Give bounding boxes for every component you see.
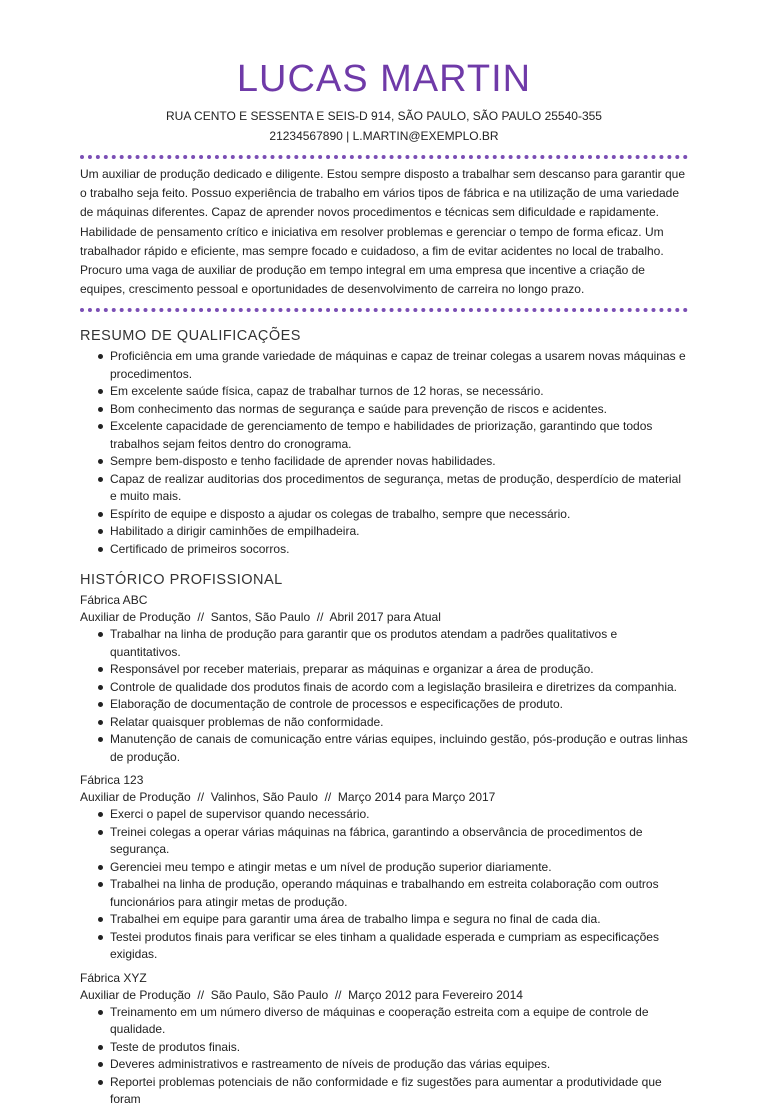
- bullet-icon: [98, 512, 103, 517]
- job-duty-text: Elaboração de documentação de controle de processos e especificações de produto.: [110, 697, 563, 712]
- job-entry: [80, 772, 688, 964]
- job-duty-text: Controle de qualidade dos produtos finais de acordo com a legislação brasileira e diretrizes da companhia.: [110, 679, 677, 694]
- job-duties-list: [80, 1004, 688, 1109]
- qualification-item: [98, 348, 688, 383]
- bottom-divider: [80, 308, 688, 312]
- job-duty-text: Testei produtos finais para verificar se eles tinham a qualidade esperada e cumpriam as especificações exigidas.: [110, 929, 659, 962]
- qualification-item: [98, 506, 688, 524]
- bullet-icon: [98, 865, 103, 870]
- job-company: Fábrica ABC: [80, 593, 148, 608]
- job-company: Fábrica 123: [80, 773, 144, 788]
- qualification-item: [98, 401, 688, 419]
- job-duty-text: Treinamento em um número diverso de máquinas e cooperação estreita com a equipe de controle de qualidade.: [110, 1004, 649, 1037]
- qualification-text: Habilitado a dirigir caminhões de empilhadeira.: [110, 524, 360, 539]
- job-duties-list: [80, 806, 688, 964]
- job-meta: Auxiliar de Produção // Valinhos, São Paulo // Março 2014 para Março 2017: [80, 790, 496, 805]
- qualification-text: Excelente capacidade de gerenciamento de tempo e habilidades de priorização, garantindo que todos trabalhos sejam feitos dentro do cronograma.: [110, 419, 653, 451]
- qualification-item: [98, 541, 688, 559]
- job-entry: [80, 970, 688, 1109]
- qualifications-list: [80, 348, 688, 558]
- qualification-item: [98, 383, 688, 401]
- bullet-icon: [98, 737, 103, 742]
- qualification-text: Certificado de primeiros socorros.: [110, 541, 290, 556]
- bullet-icon: [98, 830, 103, 835]
- qualification-item: [98, 418, 688, 453]
- history-title: HISTÓRICO PROFISSIONAL: [80, 572, 283, 589]
- bullet-icon: [98, 1080, 103, 1085]
- bullet-icon: [98, 424, 103, 429]
- job-duty-item: [98, 876, 688, 911]
- job-duty-text: Gerenciei meu tempo e atingir metas e um nível de produção superior diariamente.: [110, 859, 552, 874]
- job-duty-text: Responsável por receber materiais, preparar as máquinas e organizar a área de produção.: [110, 662, 594, 677]
- qualification-item: [98, 523, 688, 541]
- bullet-icon: [98, 935, 103, 940]
- bullet-icon: [98, 354, 103, 359]
- job-meta: Auxiliar de Produção // Santos, São Paulo // Abril 2017 para Atual: [80, 610, 441, 625]
- job-duties-list: [80, 626, 688, 766]
- job-duty-item: [98, 731, 688, 766]
- qualifications-title: RESUMO DE QUALIFICAÇÕES: [80, 328, 301, 345]
- bullet-icon: [98, 720, 103, 725]
- bullet-icon: [98, 1062, 103, 1067]
- job-duty-item: [98, 1039, 688, 1057]
- candidate-name: LUCAS MARTIN: [236, 58, 532, 100]
- job-duty-item: [98, 911, 688, 929]
- job-history: [80, 592, 688, 1109]
- job-duty-item: [98, 806, 688, 824]
- job-duty-item: [98, 859, 688, 877]
- professional-summary: Um auxiliar de produção dedicado e diligente. Estou sempre disposto a trabalhar sem descanso para garantir que o trabalho seja feito. Possuo experiência de trabalho em vários tipos de fábrica e na utilização de uma variedade de máquinas diferentes. Capaz de aprender novos procedimentos e técnicas sem dificuldade e rapidamente. Habilidade de pensamento crítico e iniciativa em resolver problemas e gerenciar o tempo de forma eficaz. Um trabalhador rápido e eficiente, mas sempre focado e cuidadoso, a fim de evitar acidentes no local de trabalho. Procuro uma vaga de auxiliar de produção em tempo integral em uma empresa que incentive a criação de equipes, crescimento pessoal e oportunidades de desenvolvimento de carreira no longo prazo.: [80, 167, 686, 297]
- bullet-icon: [98, 685, 103, 690]
- bullet-icon: [98, 882, 103, 887]
- top-divider: [80, 155, 688, 159]
- bullet-icon: [98, 389, 103, 394]
- bullet-icon: [98, 812, 103, 817]
- contact-address: RUA CENTO E SESSENTA E SEIS-D 914, SÃO PAULO, SÃO PAULO 25540-355: [166, 109, 602, 123]
- job-duty-item: [98, 714, 688, 732]
- bullet-icon: [98, 407, 103, 412]
- qualification-text: Em excelente saúde física, capaz de trabalhar turnos de 12 horas, se necessário.: [110, 384, 544, 399]
- job-duty-text: Exerci o papel de supervisor quando necessário.: [110, 807, 370, 822]
- bullet-icon: [98, 1010, 103, 1015]
- bullet-icon: [98, 1045, 103, 1050]
- bullet-icon: [98, 459, 103, 464]
- job-duty-item: [98, 696, 688, 714]
- qualification-text: Bom conhecimento das normas de segurança e saúde para prevenção de riscos e acidentes.: [110, 401, 607, 416]
- qualification-text: Capaz de realizar auditorias dos procedimentos de segurança, metas de produção, desperdício de material e muito mais.: [110, 471, 681, 504]
- job-duty-item: [98, 1056, 688, 1074]
- job-duty-item: [98, 679, 688, 697]
- bullet-icon: [98, 529, 103, 534]
- job-duty-item: [98, 1074, 688, 1109]
- job-duty-item: [98, 661, 688, 679]
- qualification-text: Proficiência em uma grande variedade de máquinas e capaz de treinar colegas a usarem novas máquinas e procedimentos.: [110, 349, 686, 381]
- bullet-icon: [98, 547, 103, 552]
- bullet-icon: [98, 477, 103, 482]
- job-duty-item: [98, 1004, 688, 1039]
- job-duty-text: Deveres administrativos e rastreamento de níveis de produção das várias equipes.: [110, 1057, 551, 1072]
- bullet-icon: [98, 667, 103, 672]
- job-duty-item: [98, 824, 688, 859]
- bullet-icon: [98, 632, 103, 637]
- bullet-icon: [98, 702, 103, 707]
- job-duty-item: [98, 929, 688, 964]
- job-duty-text: Reportei problemas potenciais de não conformidade e fiz sugestões para aumentar a produtividade que foram: [110, 1074, 662, 1107]
- job-duty-text: Teste de produtos finais.: [110, 1039, 241, 1054]
- contact-phone-email: 21234567890 | L.MARTIN@EXEMPLO.BR: [269, 129, 499, 143]
- qualification-item: [98, 471, 688, 506]
- job-duty-text: Relatar quaisquer problemas de não conformidade.: [110, 714, 384, 729]
- job-company: Fábrica XYZ: [80, 970, 147, 985]
- job-duty-text: Trabalhei na linha de produção, operando máquinas e trabalhando em estreita colaboração com outros funcionários para atingir metas de produção.: [110, 877, 659, 909]
- job-meta: Auxiliar de Produção // São Paulo, São Paulo // Março 2012 para Fevereiro 2014: [80, 987, 523, 1002]
- job-duty-item: [98, 626, 688, 661]
- job-duty-text: Trabalhei em equipe para garantir uma área de trabalho limpa e segura no final de cada dia.: [110, 912, 601, 927]
- job-duty-text: Treinei colegas a operar várias máquinas na fábrica, garantindo a observância de procedimentos de segurança.: [110, 824, 643, 857]
- job-duty-text: Trabalhar na linha de produção para garantir que os produtos atendam a padrões qualitativos e quantitativos.: [110, 627, 618, 659]
- qualification-text: Espírito de equipe e disposto a ajudar os colegas de trabalho, sempre que necessário.: [110, 506, 571, 521]
- qualification-item: [98, 453, 688, 471]
- job-entry: [80, 592, 688, 766]
- bullet-icon: [98, 917, 103, 922]
- qualification-text: Sempre bem-disposto e tenho facilidade de aprender novas habilidades.: [110, 454, 496, 469]
- job-duty-text: Manutenção de canais de comunicação entre várias equipes, incluindo gestão, pós-produção e outras linhas de produção.: [110, 732, 688, 764]
